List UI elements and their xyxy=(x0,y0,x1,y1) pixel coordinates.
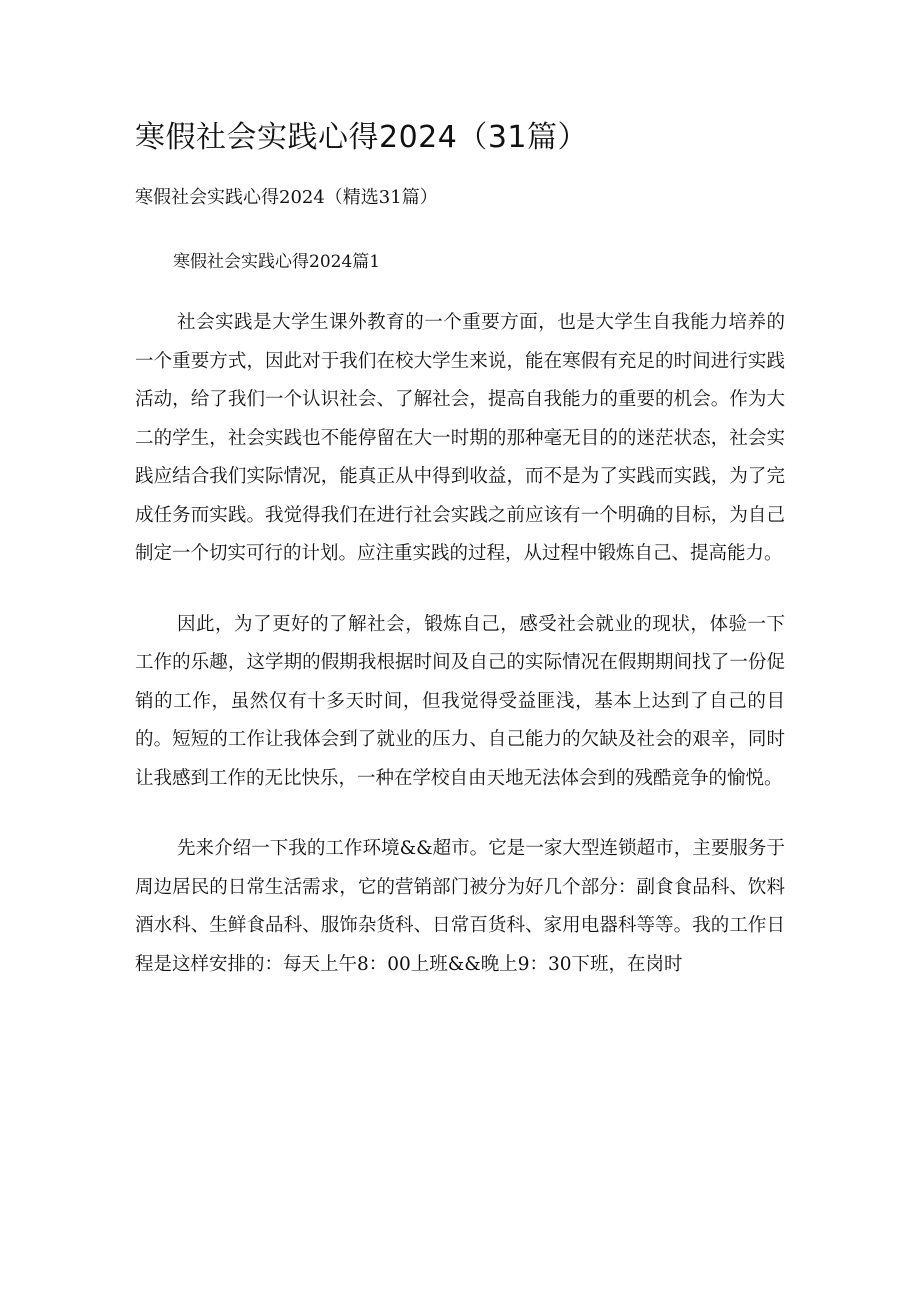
body-paragraph-1: 社会实践是大学生课外教育的一个重要方面，也是大学生自我能力培养的一个重要方式，因此对于我们在校大学生来说，能在寒假有充足的时间进行实践活动，给了我们一个认识社会、了解社会，提高自我能力的重要的机会。作为大二的学生，社会实践也不能停留在大一时期的那种毫无目的的迷茫状态，社会实践应结合我们实际情况，能真正从中得到收益，而不是为了实践而实践，为了完成任务而实践。我觉得我们在进行社会实践之前应该有一个明确的目标，为自己制定一个切实可行的计划。应注重实践的过程，从过程中锻炼自己、提高能力。 xyxy=(135,312,785,564)
body-paragraph-3: 先来介绍一下我的工作环境&&超市。它是一家大型连锁超市，主要服务于周边居民的日常生活需求，它的营销部门被分为好几个部分：副食食品科、饮料酒水科、生鲜食品科、服饰杂货科、日常百货科、家用电器科等等。我的工作日程是这样安排的：每天上午8：00上班&&晚上9：30下班，在岗时 xyxy=(135,838,785,975)
document-title: 寒假社会实践心得2024（31篇） xyxy=(135,120,589,155)
body-paragraph-2: 因此，为了更好的了解社会，锻炼自己，感受社会就业的现状，体验一下工作的乐趣，这学期的假期我根据时间及自己的实际情况在假期期间找了一份促销的工作，虽然仅有十多天时间，但我觉得受益匪浅，基本上达到了自己的目的。短短的工作让我体会到了就业的压力、自己能力的欠缺及社会的艰辛，同时让我感到工作的无比快乐，一种在学校自由天地无法体会到的残酷竞争的愉悦。 xyxy=(135,613,785,789)
document-subtitle: 寒假社会实践心得2024（精选31篇） xyxy=(135,187,438,208)
section-heading: 寒假社会实践心得2024篇1 xyxy=(173,252,381,272)
